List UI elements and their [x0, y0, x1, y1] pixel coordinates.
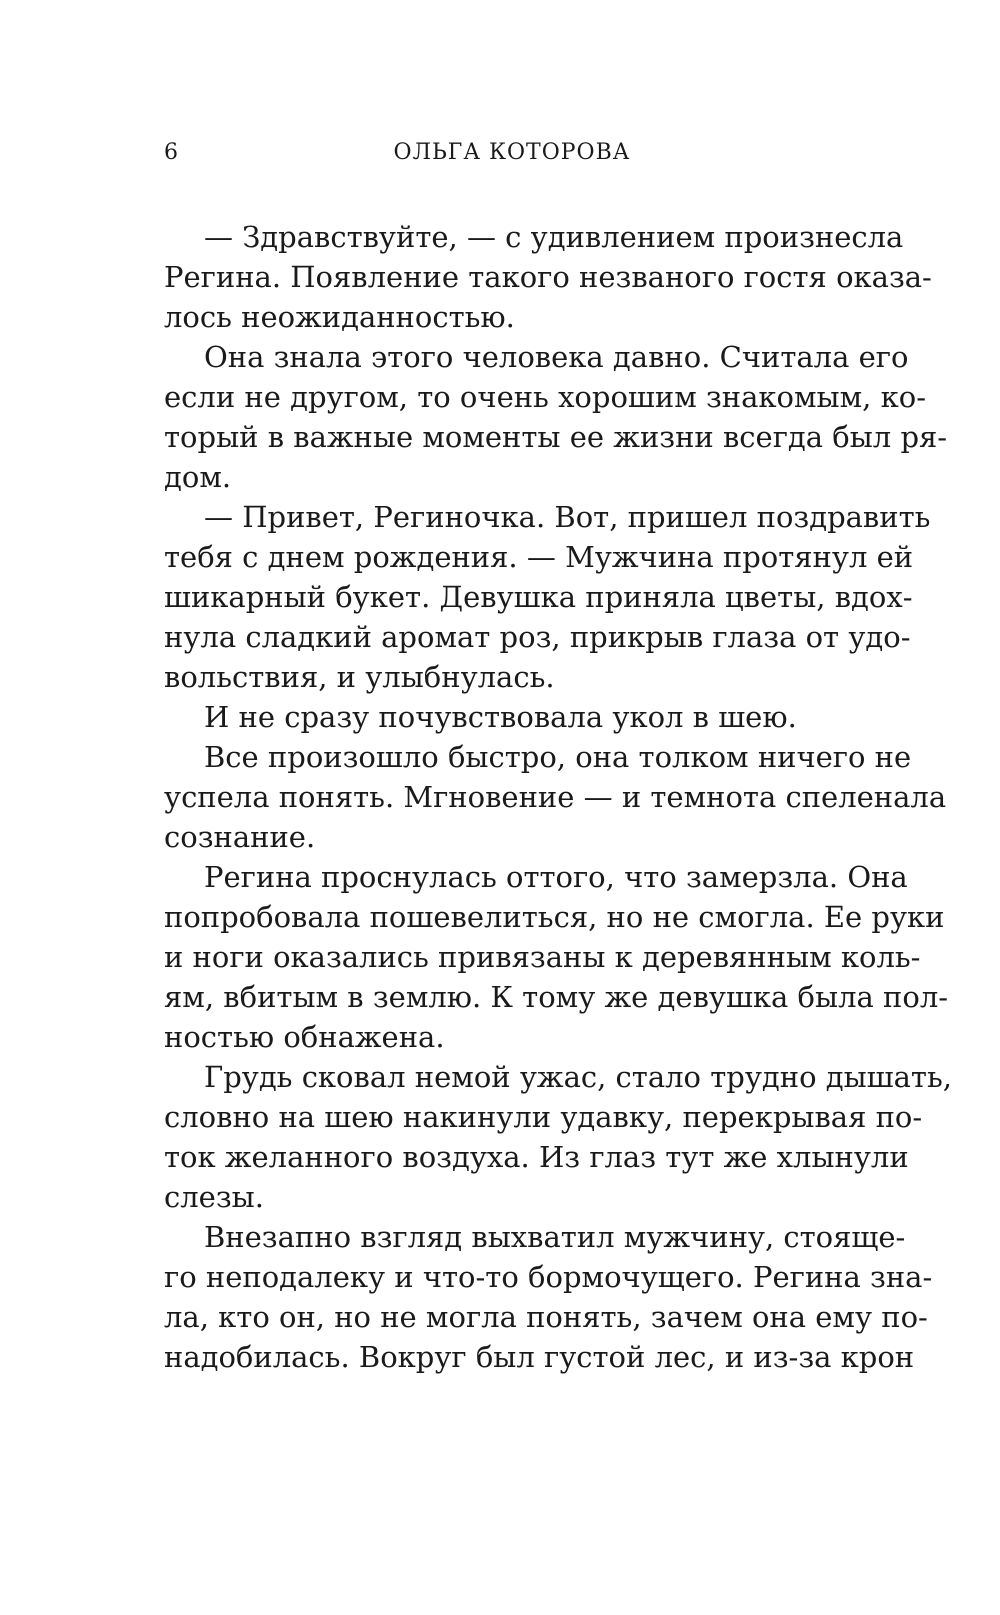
page-header	[164, 140, 860, 170]
text-line: надобилась. Вокруг был густой лес, и из-за крон	[164, 1340, 915, 1374]
text-line: дом.	[164, 460, 232, 494]
text-line: нула сладкий аромат роз, прикрыв глаза от удо-	[164, 620, 911, 654]
text-line: тебя с днем рождения. — Мужчина протянул ей	[164, 540, 914, 574]
page-number: 6	[164, 140, 179, 165]
text-line: торый в важные моменты ее жизни всегда был ря-	[164, 420, 948, 454]
text-line: го неподалеку и что-то бормочущего. Регина зна-	[164, 1260, 933, 1294]
text-line: словно на шею накинули удавку, перекрывая по-	[164, 1100, 923, 1134]
text-line: Грудь сковал немой ужас, стало трудно дышать,	[204, 1060, 952, 1094]
text-line: если не другом, то очень хорошим знакомым, ко-	[164, 380, 927, 414]
running-title: ОЛЬГА КОТОРОВА	[393, 140, 631, 165]
text-line: — Здравствуйте, — с удивлением произнесла	[204, 220, 904, 254]
text-line: вольствия, и улыбнулась.	[164, 660, 555, 694]
text-line: сознание.	[164, 820, 316, 854]
text-line: ностью обнажена.	[164, 1020, 445, 1054]
text-line: и ноги оказались привязаны к деревянным коль-	[164, 940, 921, 974]
text-line: Она знала этого человека давно. Считала его	[204, 340, 909, 374]
text-line: Регина. Появление такого незваного гостя оказа-	[164, 260, 932, 294]
body-text	[164, 217, 952, 1377]
text-line: — Привет, Региночка. Вот, пришел поздравить	[204, 500, 931, 534]
text-line: ла, кто он, но не могла понять, зачем она ему по-	[164, 1300, 928, 1334]
text-line: попробовала пошевелиться, но не смогла. Ее руки	[164, 900, 945, 934]
text-line: успела понять. Мгновение — и темнота спеленала	[164, 780, 947, 814]
text-line: лось неожиданностью.	[164, 300, 515, 334]
text-line: Внезапно взгляд выхватил мужчину, стояще-	[204, 1220, 906, 1254]
text-line: ток желанного воздуха. Из глаз тут же хлынули	[164, 1140, 909, 1174]
text-line: слезы.	[164, 1180, 264, 1214]
text-line: Все произошло быстро, она толком ничего не	[204, 740, 912, 774]
text-line: И не сразу почувствовала укол в шею.	[204, 700, 797, 734]
text-line: ям, вбитым в землю. К тому же девушка была пол-	[164, 980, 949, 1014]
text-line: Регина проснулась оттого, что замерзла. Она	[204, 860, 908, 894]
text-line: шикарный букет. Девушка приняла цветы, вдох-	[164, 580, 913, 614]
